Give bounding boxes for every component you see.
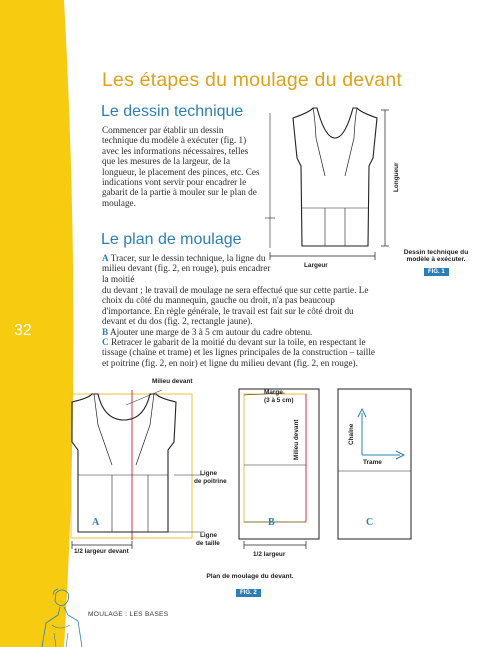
footer-running-title: MOULAGE : LES BASES: [88, 611, 169, 618]
step-a-letter: A: [102, 253, 109, 263]
step-b-letter: B: [102, 326, 109, 337]
fig2-panel-c-letter: C: [366, 517, 374, 528]
step-b-paragraph: [102, 327, 377, 337]
fig1-label-largeur: Largeur: [304, 262, 328, 269]
fig2-tag: FIG. 2: [236, 589, 261, 597]
fashion-sketch-illustration: [38, 585, 84, 647]
section-text-dessin-technique: Commencer par établir un dessin technique du modèle à exécuter (fig. 1) avec les informations nécessaires, telles que les mesures de la largeur, de la longueur, le placement des pinces, etc. Ces indications vont servir pour encadrer le gabarit de la partie à mouler sur le plan de moulage.: [102, 125, 260, 208]
section-heading-dessin-technique: Le dessin technique: [101, 103, 244, 120]
step-a-text-continued: du devant ; le travail de moulage ne sera effectué que sur cette partie. Le choix du côté du mannequin, gauche ou droit, n'a pas beaucoup d'importance. En règle générale, le travail est fait sur le côté droit du devant et du dos (fig. 2, rectangle jaune).: [102, 285, 369, 327]
fig1-caption: Dessin technique du modèle à exécuter.: [403, 249, 469, 263]
fig2-panel-b-drawing: [230, 385, 330, 550]
fig2-label-demi-largeur-devant: 1/2 largeur devant: [74, 548, 129, 555]
page-title: Les étapes du moulage du devant: [102, 69, 403, 91]
fig1-technical-drawing: [255, 98, 415, 268]
step-a-paragraph-start: [102, 253, 277, 284]
fig2-label-trame: Trame: [363, 459, 382, 466]
fig2-caption: Plan de moulage du devant.: [206, 573, 294, 580]
fig2-label-demi-largeur: 1/2 largeur: [253, 551, 286, 558]
fig1-label-longueur: Longueur: [393, 162, 400, 192]
page-number: 32: [14, 322, 32, 339]
step-c-text: Retracer le gabarit de la moitié du devant sur la toile, en respectant le tissage (chaîne et trame) et les lignes principales de la construction – taille et poitrine (fig. 2, en noir) et ligne du milieu devant (fig. 2, en rouge).: [102, 337, 375, 368]
fig2-label-milieu-devant: Milieu devant: [152, 378, 193, 385]
fig2-panel-b-letter: B: [268, 517, 275, 528]
fig2-label-chaine: Chaîne: [348, 423, 355, 445]
fig1-tag: FIG. 1: [424, 268, 449, 276]
fig2-label-ligne-poitrine-2: de poitrine: [194, 478, 227, 485]
step-c-letter: C: [102, 337, 109, 348]
plan-moulage-steps: [102, 285, 377, 368]
section-heading-plan-moulage: Le plan de moulage: [101, 231, 242, 248]
fig2-label-marge-2: (3 à 5 cm): [264, 397, 294, 404]
step-a-text-start: Tracer, sur le dessin technique, la ligne du milieu devant (fig. 2, en rouge), puis encadrer la moitié: [102, 253, 271, 284]
fig2-label-milieu-devant-vertical: Milieu devant: [293, 419, 300, 460]
step-c-paragraph: [102, 337, 377, 368]
fig2-label-marge-1: Marge: [264, 389, 283, 396]
fig2-panel-a-letter: A: [92, 517, 100, 528]
step-b-text: Ajouter une marge de 3 à 5 cm autour du cadre obtenu.: [109, 326, 313, 337]
fig2-label-ligne-taille-1: Ligne: [200, 532, 218, 539]
fig2-label-ligne-taille-2: de taille: [196, 540, 220, 547]
fig2-label-ligne-poitrine-1: Ligne: [200, 470, 218, 477]
